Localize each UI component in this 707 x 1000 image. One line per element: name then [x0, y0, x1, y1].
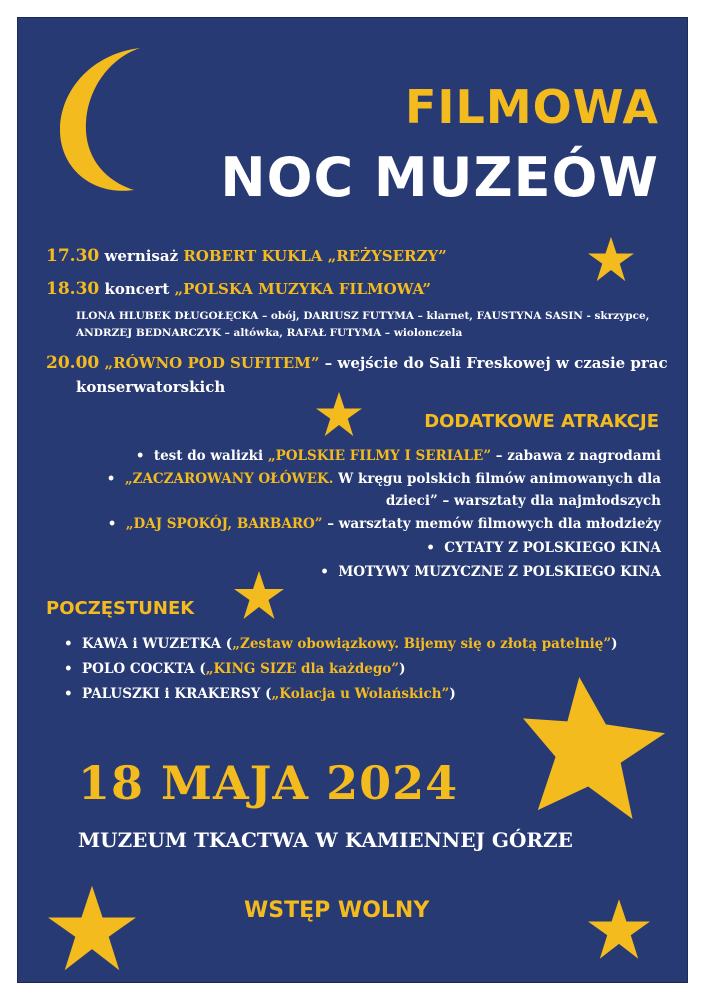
program-time: 18.30	[46, 279, 100, 299]
list-item: • MOTYWY MUZYCZNE Z POLSKIEGO KINA	[320, 564, 661, 580]
list-item: • „DAJ SPOKÓJ, BARBARO” – warsztaty memów filmowych dla młodzieży	[107, 516, 661, 532]
list-item: • KAWA i WUZETKA („Zestaw obowiązkowy. Bijemy się o złotą patelnię”)	[64, 636, 618, 652]
title-line-2: NOC MUZEÓW	[220, 146, 659, 209]
star-icon	[523, 674, 671, 822]
program-item: 17.30 wernisaż ROBERT KUKLA „REŻYSERZY”	[46, 246, 447, 266]
star-icon	[316, 391, 362, 437]
program-time: 20.00	[46, 353, 100, 373]
list-item: • POLO COCKTA („KING SIZE dla każdego”)	[64, 661, 406, 677]
program-item: 18.30 koncert „POLSKA MUZYKA FILMOWA”	[46, 279, 432, 299]
list-item-continued: dzieci” – warsztaty dla najmłodszych	[385, 493, 661, 509]
star-icon	[588, 236, 634, 282]
event-venue: MUZEUM TKACTWA W KAMIENNEJ GÓRZE	[78, 828, 573, 852]
title-line-1: FILMOWA	[404, 80, 659, 134]
list-item: • PALUSZKI i KRAKERSY („Kolacja u Wolańskich”)	[64, 686, 456, 702]
list-item: • test do walizki „POLSKIE FILMY I SERIALE” – zabawa z nagrodami	[135, 448, 661, 464]
list-item: • „ZACZAROWANY OŁÓWEK. W kręgu polskich filmów animowanych dla	[106, 471, 661, 487]
performers-line: ILONA HLUBEK DŁUGOŁĘCKA – obój, DARIUSZ FUTYMA – klarnet, FAUSTYNA SASIN - skrzypce,	[76, 310, 650, 322]
star-icon	[48, 884, 136, 972]
star-icon	[588, 898, 650, 960]
list-item: • CYTATY Z POLSKIEGO KINA	[426, 540, 661, 556]
poster	[18, 18, 687, 982]
program-time: 17.30	[46, 246, 100, 266]
crescent-moon-icon	[54, 42, 154, 202]
program-item-continued: konserwatorskich	[76, 378, 226, 396]
star-icon	[234, 570, 284, 620]
event-date: 18 MAJA 2024	[78, 756, 459, 810]
food-heading: POCZĘSTUNEK	[46, 598, 195, 619]
performers-line: ANDRZEJ BEDNARCZYK – altówka, RAFAŁ FUTYMA – wiolonczela	[76, 327, 463, 339]
extras-heading: DODATKOWE ATRAKCJE	[424, 411, 659, 432]
free-entry-label: WSTĘP WOLNY	[244, 898, 430, 923]
program-item: 20.00 „RÓWNO POD SUFITEM” – wejście do Sali Freskowej w czasie prac	[46, 353, 668, 373]
